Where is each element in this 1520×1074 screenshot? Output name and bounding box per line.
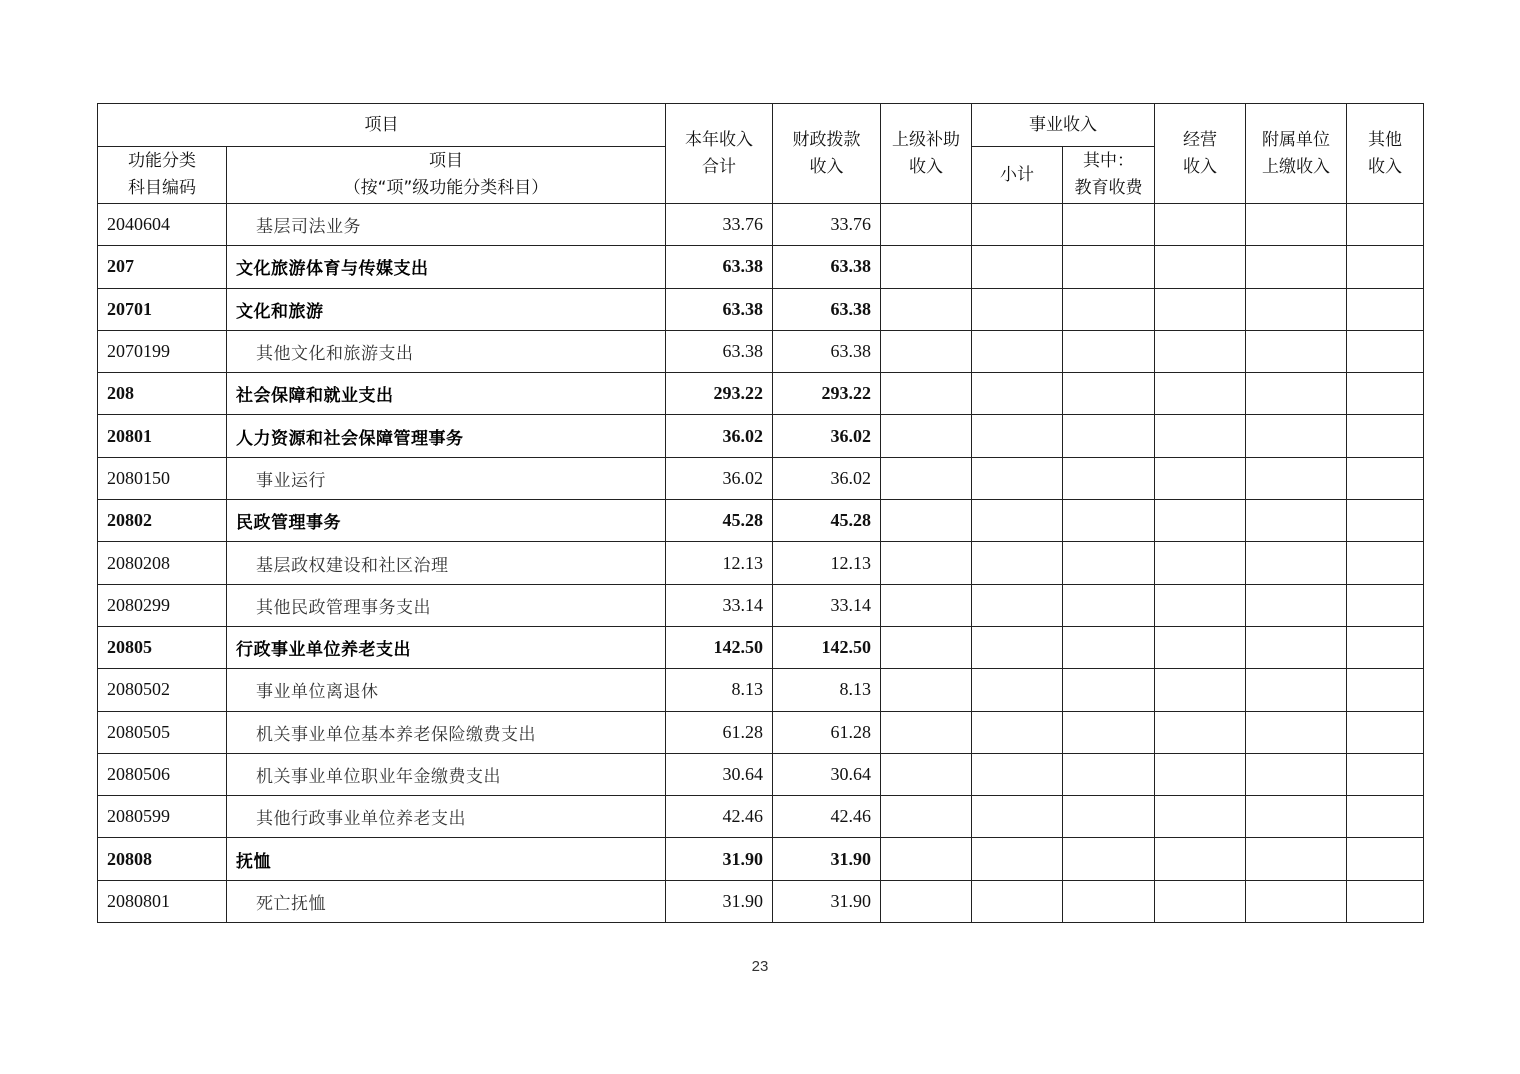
- affiliate-income-cell: [1246, 415, 1347, 457]
- code-cell: 2080299: [98, 584, 227, 626]
- other-income-header: 其他 收入: [1347, 104, 1424, 204]
- education-fee-cell: [1063, 838, 1155, 880]
- other-income-cell: [1347, 246, 1424, 288]
- item-name-cell: 基层政权建设和社区治理: [227, 542, 666, 584]
- code-cell: 20805: [98, 626, 227, 668]
- superior-subsidy-cell: [881, 330, 972, 372]
- fiscal-allocation-cell: 33.76: [773, 204, 881, 246]
- table-body: [98, 204, 1424, 923]
- total-income-cell: 63.38: [666, 330, 773, 372]
- fiscal-allocation-header: 财政拨款 收入: [773, 104, 881, 204]
- fiscal-allocation-cell: 12.13: [773, 542, 881, 584]
- affiliate-income-cell: [1246, 288, 1347, 330]
- table-row: [98, 415, 1424, 457]
- total-income-cell: 31.90: [666, 838, 773, 880]
- item-name-cell: 基层司法业务: [227, 204, 666, 246]
- education-fee-cell: [1063, 796, 1155, 838]
- item-name-cell: 文化和旅游: [227, 288, 666, 330]
- code-cell: 2080801: [98, 880, 227, 922]
- item-name-cell: 人力资源和社会保障管理事务: [227, 415, 666, 457]
- total-income-cell: 30.64: [666, 753, 773, 795]
- total-income-cell: 63.38: [666, 246, 773, 288]
- education-fee-cell: [1063, 880, 1155, 922]
- business-subtotal-cell: [972, 330, 1063, 372]
- affiliate-income-cell: [1246, 880, 1347, 922]
- function-code-header: 功能分类 科目编码: [98, 147, 227, 204]
- item-name-cell: 死亡抚恤: [227, 880, 666, 922]
- total-income-cell: 36.02: [666, 457, 773, 499]
- superior-subsidy-cell: [881, 500, 972, 542]
- fiscal-allocation-cell: 63.38: [773, 246, 881, 288]
- table-row: [98, 288, 1424, 330]
- operating-income-cell: [1155, 542, 1246, 584]
- affiliate-income-cell: [1246, 373, 1347, 415]
- fiscal-allocation-cell: 61.28: [773, 711, 881, 753]
- table-row: [98, 711, 1424, 753]
- other-income-cell: [1347, 415, 1424, 457]
- education-fee-cell: [1063, 669, 1155, 711]
- business-subtotal-cell: [972, 880, 1063, 922]
- affiliate-income-cell: [1246, 711, 1347, 753]
- item-name-cell: 其他文化和旅游支出: [227, 330, 666, 372]
- affiliate-income-cell: [1246, 796, 1347, 838]
- education-fee-header: 其中： 教育收费: [1063, 147, 1155, 204]
- education-fee-cell: [1063, 288, 1155, 330]
- other-income-cell: [1347, 626, 1424, 668]
- business-subtotal-cell: [972, 288, 1063, 330]
- fiscal-allocation-cell: 63.38: [773, 288, 881, 330]
- table-row: [98, 204, 1424, 246]
- education-fee-cell: [1063, 711, 1155, 753]
- operating-income-cell: [1155, 838, 1246, 880]
- income-table: [97, 103, 1424, 923]
- education-fee-cell: [1063, 330, 1155, 372]
- other-income-cell: [1347, 880, 1424, 922]
- affiliate-income-cell: [1246, 669, 1347, 711]
- affiliate-income-cell: [1246, 584, 1347, 626]
- other-income-cell: [1347, 330, 1424, 372]
- other-income-cell: [1347, 457, 1424, 499]
- fiscal-allocation-cell: 63.38: [773, 330, 881, 372]
- table-row: [98, 373, 1424, 415]
- affiliate-income-header: 附属单位 上缴收入: [1246, 104, 1347, 204]
- code-cell: 2040604: [98, 204, 227, 246]
- superior-subsidy-cell: [881, 204, 972, 246]
- total-income-cell: 33.76: [666, 204, 773, 246]
- operating-income-cell: [1155, 711, 1246, 753]
- education-fee-cell: [1063, 753, 1155, 795]
- operating-income-cell: [1155, 669, 1246, 711]
- affiliate-income-cell: [1246, 330, 1347, 372]
- superior-subsidy-cell: [881, 288, 972, 330]
- business-subtotal-cell: [972, 415, 1063, 457]
- education-fee-cell: [1063, 204, 1155, 246]
- table-header: [98, 104, 1424, 204]
- fiscal-allocation-cell: 31.90: [773, 838, 881, 880]
- table-row: [98, 457, 1424, 499]
- fiscal-allocation-cell: 36.02: [773, 457, 881, 499]
- item-name-cell: 机关事业单位职业年金缴费支出: [227, 753, 666, 795]
- other-income-cell: [1347, 584, 1424, 626]
- table-row: [98, 838, 1424, 880]
- code-cell: 2080150: [98, 457, 227, 499]
- code-cell: 2070199: [98, 330, 227, 372]
- superior-subsidy-cell: [881, 373, 972, 415]
- table-row: [98, 584, 1424, 626]
- code-cell: 20801: [98, 415, 227, 457]
- business-subtotal-cell: [972, 753, 1063, 795]
- operating-income-cell: [1155, 373, 1246, 415]
- affiliate-income-cell: [1246, 246, 1347, 288]
- total-income-cell: 36.02: [666, 415, 773, 457]
- operating-income-cell: [1155, 626, 1246, 668]
- superior-subsidy-header: 上级补助 收入: [881, 104, 972, 204]
- superior-subsidy-cell: [881, 584, 972, 626]
- fiscal-allocation-cell: 45.28: [773, 500, 881, 542]
- operating-income-cell: [1155, 246, 1246, 288]
- affiliate-income-cell: [1246, 626, 1347, 668]
- other-income-cell: [1347, 711, 1424, 753]
- superior-subsidy-cell: [881, 542, 972, 584]
- page-number: 23: [751, 958, 769, 975]
- other-income-cell: [1347, 373, 1424, 415]
- item-name-cell: 社会保障和就业支出: [227, 373, 666, 415]
- affiliate-income-cell: [1246, 753, 1347, 795]
- code-cell: 20701: [98, 288, 227, 330]
- affiliate-income-cell: [1246, 838, 1347, 880]
- operating-income-cell: [1155, 796, 1246, 838]
- code-cell: 2080505: [98, 711, 227, 753]
- business-subtotal-cell: [972, 711, 1063, 753]
- business-subtotal-cell: [972, 246, 1063, 288]
- table-row: [98, 880, 1424, 922]
- superior-subsidy-cell: [881, 626, 972, 668]
- total-income-cell: 61.28: [666, 711, 773, 753]
- item-name-cell: 文化旅游体育与传媒支出: [227, 246, 666, 288]
- fiscal-allocation-cell: 31.90: [773, 880, 881, 922]
- business-subtotal-cell: [972, 626, 1063, 668]
- code-cell: 2080506: [98, 753, 227, 795]
- code-cell: 20808: [98, 838, 227, 880]
- superior-subsidy-cell: [881, 457, 972, 499]
- business-subtotal-cell: [972, 669, 1063, 711]
- business-subtotal-cell: [972, 373, 1063, 415]
- superior-subsidy-cell: [881, 415, 972, 457]
- total-income-cell: 63.38: [666, 288, 773, 330]
- fiscal-allocation-cell: 33.14: [773, 584, 881, 626]
- total-income-cell: 31.90: [666, 880, 773, 922]
- table-row: [98, 500, 1424, 542]
- item-name-cell: 其他民政管理事务支出: [227, 584, 666, 626]
- table-row: [98, 246, 1424, 288]
- education-fee-cell: [1063, 542, 1155, 584]
- business-subtotal-cell: [972, 838, 1063, 880]
- business-income-header: 事业收入: [972, 104, 1155, 147]
- affiliate-income-cell: [1246, 542, 1347, 584]
- total-income-header: 本年收入 合计: [666, 104, 773, 204]
- table-row: [98, 626, 1424, 668]
- item-name-cell: 民政管理事务: [227, 500, 666, 542]
- operating-income-cell: [1155, 500, 1246, 542]
- affiliate-income-cell: [1246, 500, 1347, 542]
- other-income-cell: [1347, 796, 1424, 838]
- subtotal-header: 小计: [972, 147, 1063, 204]
- other-income-cell: [1347, 669, 1424, 711]
- other-income-cell: [1347, 204, 1424, 246]
- fiscal-allocation-cell: 293.22: [773, 373, 881, 415]
- business-subtotal-cell: [972, 204, 1063, 246]
- superior-subsidy-cell: [881, 796, 972, 838]
- education-fee-cell: [1063, 246, 1155, 288]
- superior-subsidy-cell: [881, 753, 972, 795]
- operating-income-header: 经营 收入: [1155, 104, 1246, 204]
- code-cell: 2080208: [98, 542, 227, 584]
- item-name-cell: 事业单位离退休: [227, 669, 666, 711]
- operating-income-cell: [1155, 415, 1246, 457]
- total-income-cell: 8.13: [666, 669, 773, 711]
- table-row: [98, 796, 1424, 838]
- total-income-cell: 42.46: [666, 796, 773, 838]
- total-income-cell: 33.14: [666, 584, 773, 626]
- code-cell: 2080599: [98, 796, 227, 838]
- superior-subsidy-cell: [881, 880, 972, 922]
- code-cell: 208: [98, 373, 227, 415]
- education-fee-cell: [1063, 500, 1155, 542]
- business-subtotal-cell: [972, 542, 1063, 584]
- fiscal-allocation-cell: 8.13: [773, 669, 881, 711]
- other-income-cell: [1347, 542, 1424, 584]
- item-name-cell: 行政事业单位养老支出: [227, 626, 666, 668]
- operating-income-cell: [1155, 330, 1246, 372]
- item-name-header: 项目 （按“项”级功能分类科目）: [227, 147, 666, 204]
- business-subtotal-cell: [972, 500, 1063, 542]
- fiscal-allocation-cell: 142.50: [773, 626, 881, 668]
- operating-income-cell: [1155, 584, 1246, 626]
- item-name-cell: 机关事业单位基本养老保险缴费支出: [227, 711, 666, 753]
- operating-income-cell: [1155, 753, 1246, 795]
- table-row: [98, 542, 1424, 584]
- operating-income-cell: [1155, 880, 1246, 922]
- superior-subsidy-cell: [881, 838, 972, 880]
- total-income-cell: 45.28: [666, 500, 773, 542]
- item-name-cell: 抚恤: [227, 838, 666, 880]
- other-income-cell: [1347, 753, 1424, 795]
- operating-income-cell: [1155, 288, 1246, 330]
- fiscal-allocation-cell: 30.64: [773, 753, 881, 795]
- total-income-cell: 12.13: [666, 542, 773, 584]
- education-fee-cell: [1063, 457, 1155, 499]
- other-income-cell: [1347, 500, 1424, 542]
- business-subtotal-cell: [972, 584, 1063, 626]
- education-fee-cell: [1063, 415, 1155, 457]
- education-fee-cell: [1063, 373, 1155, 415]
- education-fee-cell: [1063, 626, 1155, 668]
- superior-subsidy-cell: [881, 246, 972, 288]
- table-row: [98, 669, 1424, 711]
- superior-subsidy-cell: [881, 669, 972, 711]
- superior-subsidy-cell: [881, 711, 972, 753]
- total-income-cell: 293.22: [666, 373, 773, 415]
- other-income-cell: [1347, 838, 1424, 880]
- fiscal-allocation-cell: 42.46: [773, 796, 881, 838]
- education-fee-cell: [1063, 584, 1155, 626]
- fiscal-allocation-cell: 36.02: [773, 415, 881, 457]
- table-row: [98, 330, 1424, 372]
- code-cell: 2080502: [98, 669, 227, 711]
- operating-income-cell: [1155, 457, 1246, 499]
- operating-income-cell: [1155, 204, 1246, 246]
- item-name-cell: 事业运行: [227, 457, 666, 499]
- business-subtotal-cell: [972, 457, 1063, 499]
- table-row: [98, 753, 1424, 795]
- project-header: 项目: [98, 104, 666, 147]
- income-table-container: [97, 103, 1423, 923]
- affiliate-income-cell: [1246, 457, 1347, 499]
- code-cell: 20802: [98, 500, 227, 542]
- affiliate-income-cell: [1246, 204, 1347, 246]
- item-name-cell: 其他行政事业单位养老支出: [227, 796, 666, 838]
- business-subtotal-cell: [972, 796, 1063, 838]
- total-income-cell: 142.50: [666, 626, 773, 668]
- code-cell: 207: [98, 246, 227, 288]
- other-income-cell: [1347, 288, 1424, 330]
